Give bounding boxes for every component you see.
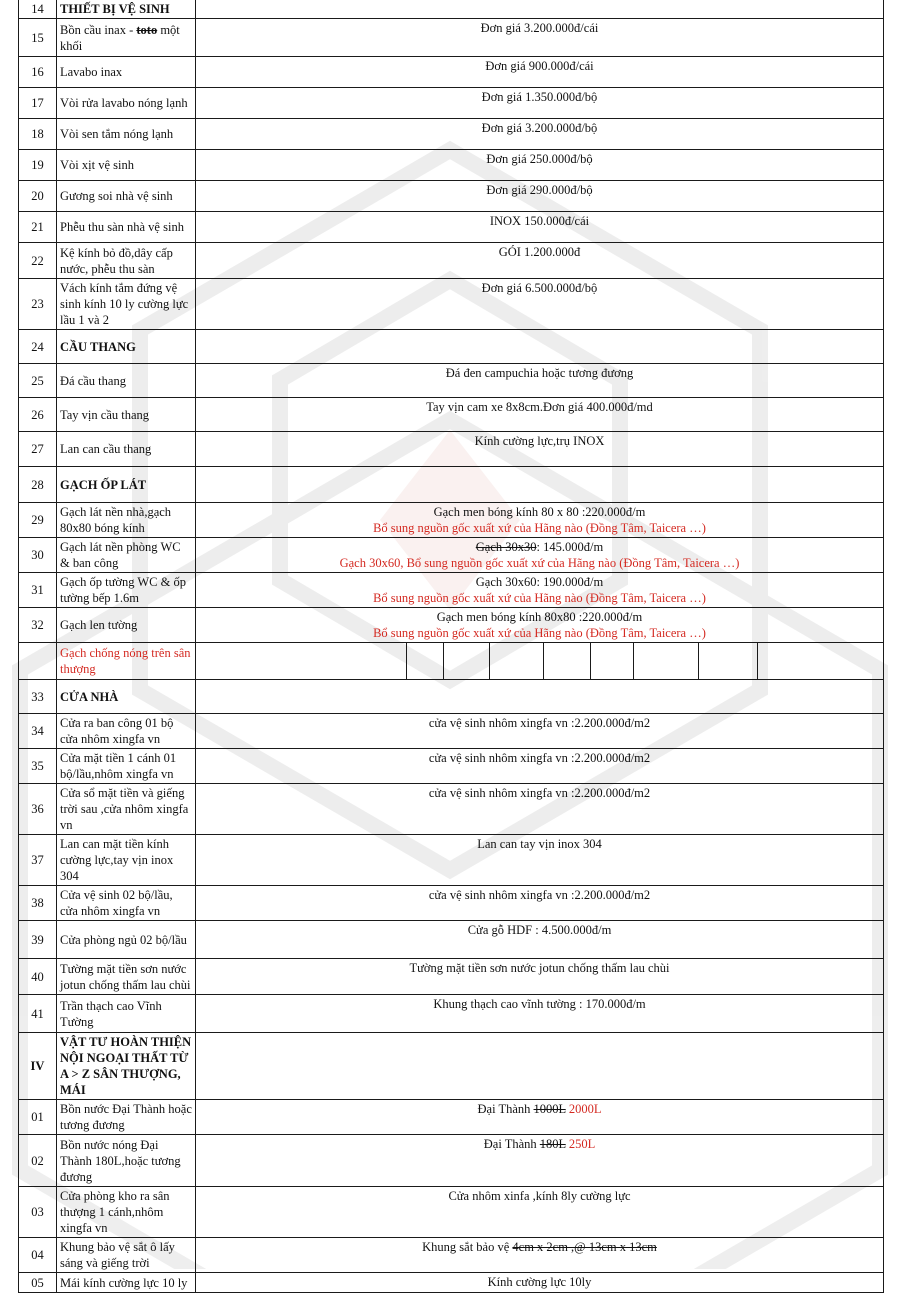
subcell-divider — [489, 643, 490, 679]
row-desc — [196, 573, 884, 608]
table-row — [19, 1187, 884, 1238]
new-value: 2000L — [565, 1102, 602, 1116]
row-desc — [196, 1100, 884, 1135]
row-desc: INOX 150.000đ/cái — [196, 212, 884, 243]
table-row — [19, 573, 884, 608]
row-item: Gạch chống nóng trên sân thượng — [57, 643, 196, 680]
row-number: 18 — [19, 119, 57, 150]
item-text: Bồn cầu inax - — [60, 22, 137, 37]
row-desc — [196, 330, 884, 364]
origin-note: Gạch 30x60, Bổ sung nguồn gốc xuất xứ của Hãng nào (Đồng Tâm, Taicera …) — [339, 556, 740, 570]
row-item: Khung bảo vệ sắt ô lấy sáng và giếng trời — [57, 1238, 196, 1273]
struck-text: 180L — [539, 1137, 566, 1151]
row-item: Gạch ốp tường WC & ốp tường bếp 1.6m — [57, 573, 196, 608]
row-desc: cửa vệ sinh nhôm xingfa vn :2.200.000đ/m2 — [196, 784, 884, 835]
row-desc: Tường mặt tiền sơn nước jotun chống thấm lau chùi — [196, 959, 884, 995]
row-number: 31 — [19, 573, 57, 608]
table-row — [19, 749, 884, 784]
table-row — [19, 959, 884, 995]
origin-note: Bổ sung nguồn gốc xuất xứ của Hãng nào (Đồng Tâm, Taicera …) — [373, 521, 706, 535]
subcell-divider — [543, 643, 544, 679]
subcell-divider — [406, 643, 407, 679]
table-row — [19, 467, 884, 503]
table-row — [19, 503, 884, 538]
row-desc — [196, 1238, 884, 1273]
row-number: 38 — [19, 886, 57, 921]
table-row — [19, 432, 884, 467]
table-row — [19, 1238, 884, 1273]
table-row — [19, 1273, 884, 1293]
row-number: 24 — [19, 330, 57, 364]
row-number: 19 — [19, 150, 57, 181]
desc-text: Đại Thành — [477, 1102, 534, 1116]
row-number: 25 — [19, 364, 57, 398]
item-text: một khối — [60, 22, 180, 53]
row-number: 26 — [19, 398, 57, 432]
row-desc: cửa vệ sinh nhôm xingfa vn :2.200.000đ/m2 — [196, 886, 884, 921]
row-desc — [196, 680, 884, 714]
table-row — [19, 538, 884, 573]
row-number: 29 — [19, 503, 57, 538]
row-desc — [196, 1135, 884, 1187]
row-item: Lavabo inax — [57, 57, 196, 88]
row-desc: Đơn giá 1.350.000đ/bộ — [196, 88, 884, 119]
row-desc: Kính cường lực,trụ INOX — [196, 432, 884, 467]
row-item: Trần thạch cao Vĩnh Tường — [57, 995, 196, 1033]
row-desc — [196, 0, 884, 19]
origin-note: Bổ sung nguồn gốc xuất xứ của Hãng nào (Đồng Tâm, Taicera …) — [373, 591, 706, 605]
row-item — [57, 19, 196, 57]
desc-text: Gạch men bóng kính 80 x 80 :220.000đ/m — [433, 505, 646, 519]
table-row — [19, 398, 884, 432]
section-title: VẬT TƯ HOÀN THIỆN NỘI NGOẠI THẤT TỪ A > Z SÂN THƯỢNG, MÁI — [57, 1033, 196, 1100]
subcell-divider — [698, 643, 699, 679]
row-item: Vòi xịt vệ sinh — [57, 150, 196, 181]
row-item: Lan can mặt tiền kính cường lực,tay vịn inox 304 — [57, 835, 196, 886]
row-number: 39 — [19, 921, 57, 959]
row-item: Cửa sổ mặt tiền và giếng trời sau ,cửa nhôm xingfa vn — [57, 784, 196, 835]
row-item: Cửa ra ban công 01 bộ cửa nhôm xingfa vn — [57, 714, 196, 749]
row-number: 34 — [19, 714, 57, 749]
row-desc: Cửa nhôm xinfa ,kính 8ly cường lực — [196, 1187, 884, 1238]
table-row — [19, 88, 884, 119]
table-row — [19, 714, 884, 749]
table-row — [19, 330, 884, 364]
table-row — [19, 921, 884, 959]
section-title: GẠCH ỐP LÁT — [57, 467, 196, 503]
table-row — [19, 119, 884, 150]
table-row — [19, 150, 884, 181]
row-number: 04 — [19, 1238, 57, 1273]
row-desc — [196, 608, 884, 643]
row-number: 02 — [19, 1135, 57, 1187]
row-number: 05 — [19, 1273, 57, 1293]
struck-text: 4cm x 2cm ,@ 13cm x 13cm — [512, 1240, 657, 1254]
row-number: 36 — [19, 784, 57, 835]
row-number: 30 — [19, 538, 57, 573]
table-row — [19, 886, 884, 921]
row-desc: Đơn giá 290.000đ/bộ — [196, 181, 884, 212]
row-desc: Đơn giá 900.000đ/cái — [196, 57, 884, 88]
empty-subcells — [196, 643, 883, 679]
row-item: Lan can cầu thang — [57, 432, 196, 467]
row-item: Cửa phòng kho ra sân thượng 1 cánh,nhôm xingfa vn — [57, 1187, 196, 1238]
table-row — [19, 364, 884, 398]
row-number: 37 — [19, 835, 57, 886]
table-row — [19, 608, 884, 643]
row-desc — [196, 538, 884, 573]
row-item: Đá cầu thang — [57, 364, 196, 398]
row-number: 22 — [19, 243, 57, 279]
subcell-divider — [590, 643, 591, 679]
row-desc: Đá đen campuchia hoặc tương đương — [196, 364, 884, 398]
row-desc: cửa vệ sinh nhôm xingfa vn :2.200.000đ/m2 — [196, 714, 884, 749]
row-desc: Đơn giá 250.000đ/bộ — [196, 150, 884, 181]
table-row — [19, 680, 884, 714]
row-desc — [196, 503, 884, 538]
table-row — [19, 784, 884, 835]
row-item: Cửa vệ sinh 02 bộ/lầu, cửa nhôm xingfa vn — [57, 886, 196, 921]
row-item: Tường mặt tiền sơn nước jotun chống thấm lau chùi — [57, 959, 196, 995]
desc-text: Gạch men bóng kính 80x80 :220.000đ/m — [436, 610, 643, 624]
row-item: Vòi sen tắm nóng lạnh — [57, 119, 196, 150]
row-desc — [196, 1033, 884, 1100]
row-number: 21 — [19, 212, 57, 243]
row-number: 15 — [19, 19, 57, 57]
row-number: 27 — [19, 432, 57, 467]
section-title: CỬA NHÀ — [57, 680, 196, 714]
table-row — [19, 0, 884, 19]
row-number: 14 — [19, 0, 57, 19]
table-row — [19, 19, 884, 57]
table-row — [19, 1135, 884, 1187]
row-number: 20 — [19, 181, 57, 212]
table-row — [19, 57, 884, 88]
row-number: 03 — [19, 1187, 57, 1238]
table-row — [19, 1033, 884, 1100]
row-number: 40 — [19, 959, 57, 995]
row-item: Mái kính cường lực 10 ly — [57, 1273, 196, 1293]
row-number: IV — [19, 1033, 57, 1100]
row-desc: Khung thạch cao vĩnh tường : 170.000đ/m — [196, 995, 884, 1033]
row-item: Phễu thu sàn nhà vệ sinh — [57, 212, 196, 243]
desc-text: Khung sắt bảo vệ — [422, 1240, 513, 1254]
row-item: Gạch len tường — [57, 608, 196, 643]
materials-table — [18, 0, 884, 1293]
row-item: Vòi rửa lavabo nóng lạnh — [57, 88, 196, 119]
row-number: 41 — [19, 995, 57, 1033]
desc-text: : 145.000đ/m — [536, 540, 604, 554]
row-number: 23 — [19, 279, 57, 330]
table-row — [19, 1100, 884, 1135]
row-item: Bồn nước Đại Thành hoặc tương đương — [57, 1100, 196, 1135]
row-item: Cửa mặt tiền 1 cánh 01 bộ/lầu,nhôm xingfa vn — [57, 749, 196, 784]
row-item: Cửa phòng ngủ 02 bộ/lầu — [57, 921, 196, 959]
row-desc: cửa vệ sinh nhôm xingfa vn :2.200.000đ/m2 — [196, 749, 884, 784]
desc-text: Gạch 30x60: 190.000đ/m — [475, 575, 604, 589]
row-desc: GÓI 1.200.000đ — [196, 243, 884, 279]
table-row — [19, 279, 884, 330]
table-row — [19, 995, 884, 1033]
row-item: Gương soi nhà vệ sinh — [57, 181, 196, 212]
subcell-divider — [443, 643, 444, 679]
row-desc: Lan can tay vịn inox 304 — [196, 835, 884, 886]
section-title: THIẾT BỊ VỆ SINH — [57, 0, 196, 19]
row-item: Kệ kính bỏ đồ,dây cấp nước, phễu thu sàn — [57, 243, 196, 279]
row-desc: Cửa gỗ HDF : 4.500.000đ/m — [196, 921, 884, 959]
struck-text: 1000L — [533, 1102, 566, 1116]
row-desc: Đơn giá 6.500.000đ/bộ — [196, 279, 884, 330]
row-desc: Đơn giá 3.200.000đ/bộ — [196, 119, 884, 150]
row-item: Vách kính tắm đứng vệ sinh kính 10 ly cường lực lầu 1 và 2 — [57, 279, 196, 330]
new-value: 250L — [565, 1137, 596, 1151]
row-desc: Đơn giá 3.200.000đ/cái — [196, 19, 884, 57]
subcell-divider — [633, 643, 634, 679]
table-row — [19, 181, 884, 212]
row-number: 32 — [19, 608, 57, 643]
table-row — [19, 212, 884, 243]
row-number: 01 — [19, 1100, 57, 1135]
row-item: Gạch lát nền phòng WC & ban công — [57, 538, 196, 573]
row-desc-subgrid — [196, 643, 884, 680]
desc-text: Đại Thành — [483, 1137, 540, 1151]
row-number: 33 — [19, 680, 57, 714]
subcell-divider — [757, 643, 758, 679]
table-row — [19, 643, 884, 680]
row-item: Gạch lát nền nhà,gạch 80x80 bóng kính — [57, 503, 196, 538]
row-number: 35 — [19, 749, 57, 784]
table-row — [19, 243, 884, 279]
row-item: Tay vịn cầu thang — [57, 398, 196, 432]
row-number: 16 — [19, 57, 57, 88]
row-desc — [196, 467, 884, 503]
struck-text: toto — [136, 22, 158, 37]
origin-note: Bổ sung nguồn gốc xuất xứ của Hãng nào (Đồng Tâm, Taicera …) — [373, 626, 706, 640]
table-row — [19, 835, 884, 886]
row-item: Bồn nước nóng Đại Thành 180L,hoặc tương đương — [57, 1135, 196, 1187]
row-number: 17 — [19, 88, 57, 119]
row-number — [19, 643, 57, 680]
row-desc: Kính cường lực 10ly — [196, 1273, 884, 1293]
row-desc: Tay vịn cam xe 8x8cm.Đơn giá 400.000đ/md — [196, 398, 884, 432]
section-title: CẦU THANG — [57, 330, 196, 364]
row-number: 28 — [19, 467, 57, 503]
struck-text: Gạch 30x30 — [475, 540, 537, 554]
